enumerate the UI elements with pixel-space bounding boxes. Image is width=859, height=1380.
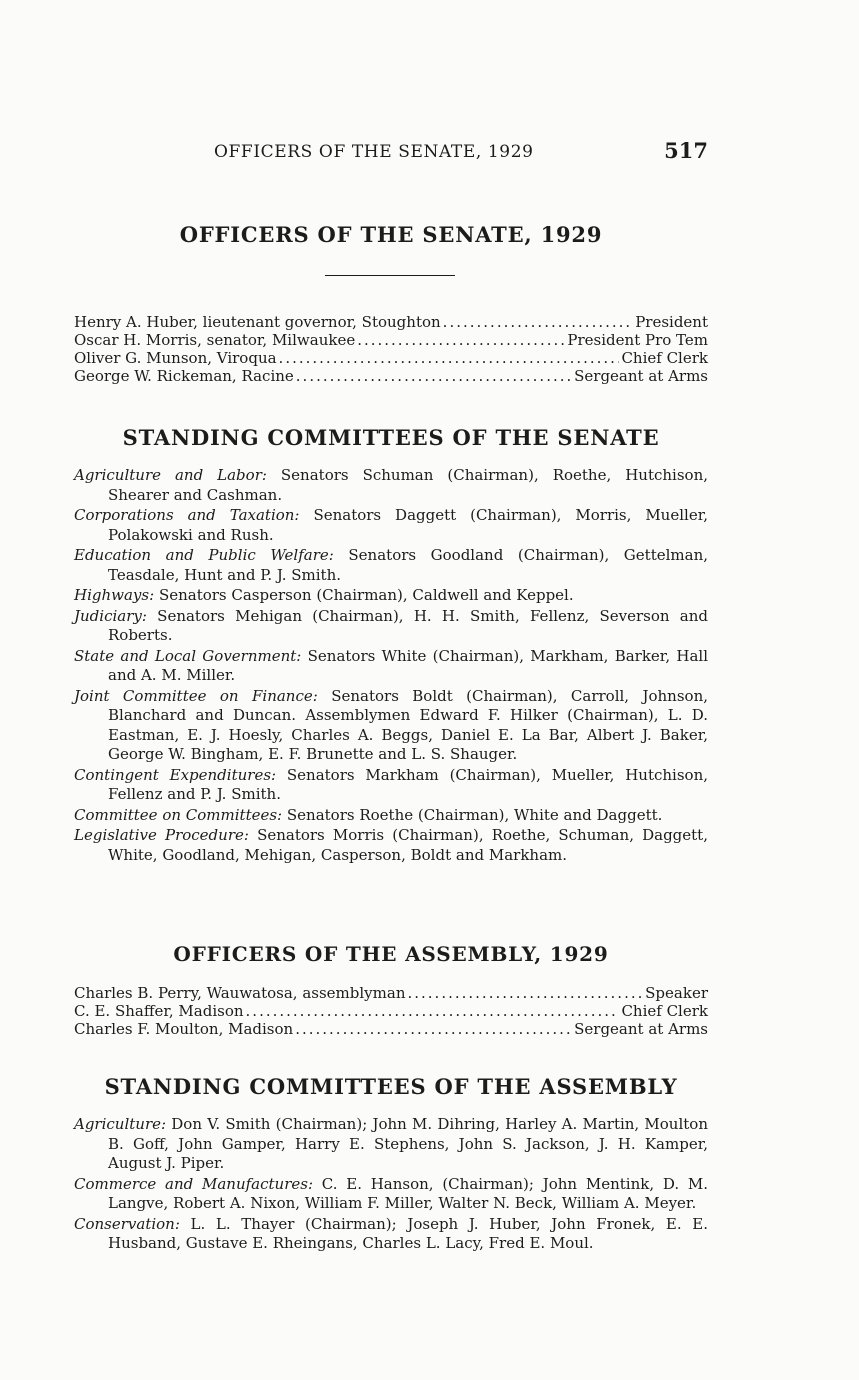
committee-name: Commerce and Manufactures: [74,1174,314,1193]
officer-name: C. E. Shaffer, Madison [74,1002,244,1020]
officer-row [74,1002,708,1020]
officer-name: Charles B. Perry, Wauwatosa, assemblyman [74,984,406,1002]
committee-entry [74,826,708,865]
senate-committees-heading: STANDING COMMITTEES OF THE SENATE [122,425,660,450]
senate-officers-list [74,313,708,385]
committee-entry [74,687,708,765]
dot-leader [279,349,620,367]
dot-leader [246,1002,620,1020]
committee-members: Senators Casperson (Chairman), Caldwell and Keppel. [158,586,574,604]
assembly-committees-heading: STANDING COMMITTEES OF THE ASSEMBLY [104,1074,678,1099]
committee-name: Contingent Expenditures: [74,765,277,784]
officer-title: Speaker [645,984,708,1002]
committee-members: Senators Daggett (Chairman), Morris, Mueller, Polakowski and Rush. [108,506,708,544]
running-head-title: OFFICERS OF THE SENATE, 1929 [214,142,534,162]
committee-members: Don V. Smith (Chairman); John M. Dihring, Harley A. Martin, Moulton B. Goff, John Gamper, Harry E. Stephens, John S. Jackson, J. H. Kamper, August J. Piper. [108,1115,708,1172]
committee-name: Education and Public Welfare: [74,546,334,564]
officer-title: Sergeant at Arms [574,367,708,385]
dot-leader [296,367,572,385]
committee-entry [74,506,708,545]
dot-leader [295,1020,572,1038]
committee-members: Senators White (Chairman), Markham, Barker, Hall and A. M. Miller. [108,646,708,684]
committee-members: Senators Markham (Chairman), Mueller, Hutchison, Fellenz and P. J. Smith. [108,765,708,803]
officer-row [74,349,708,367]
committee-members: C. E. Hanson, (Chairman); John Mentink, D. M. Langve, Robert A. Nixon, William F. Miller, Walter N. Beck, William A. Meyer. [108,1174,708,1212]
committee-members: Senators Goodland (Chairman), Gettelman, Teasdale, Hunt and P. J. Smith. [108,546,708,584]
assembly-committees-list [74,1115,708,1255]
officer-title: President [635,313,708,331]
committee-name: Legislative Procedure: [74,826,249,844]
committee-name: Committee on Committees: [74,805,283,824]
officer-row [74,984,708,1002]
committee-name: Agriculture: [74,1115,167,1133]
dot-leader [407,984,643,1002]
committee-name: Corporations and Taxation: [74,506,300,524]
assembly-officers-heading: OFFICERS OF THE ASSEMBLY, 1929 [173,942,609,966]
committee-members: Senators Boldt (Chairman), Carroll, Johnson, Blanchard and Duncan. Assemblymen Edward F. Hilker (Chairman), L. D. Eastman, E. J. Hoesly, Charles A. Beggs, Daniel E. La Bar, Albert J. Baker, George W. Bingham, E. F. Brunette and L. S. Shauger. [108,686,708,763]
committee-entry [74,766,708,805]
officer-name: Oliver G. Munson, Viroqua [74,349,277,367]
committee-entry [74,546,708,585]
running-head [74,138,708,168]
committee-entry [74,607,708,646]
committee-entry [74,1215,708,1254]
assembly-officers-list [74,984,708,1038]
committee-name: Joint Committee on Finance: [74,686,318,705]
officer-title: President Pro Tem [567,331,708,349]
officer-row [74,313,708,331]
committee-name: Highways: [74,586,155,604]
committee-entry [74,466,708,505]
dot-leader [357,331,565,349]
senate-committees-list [74,466,708,866]
officer-row [74,331,708,349]
committee-entry [74,647,708,686]
officer-row [74,367,708,385]
officer-title: Sergeant at Arms [574,1020,708,1038]
committee-name: State and Local Government: [74,646,302,665]
committee-members: Senators Mehigan (Chairman), H. H. Smith, Fellenz, Severson and Roberts. [108,606,708,644]
officer-name: Henry A. Huber, lieutenant governor, Stoughton [74,313,441,331]
officer-title: Chief Clerk [621,349,708,367]
committee-members: Senators Roethe (Chairman), White and Daggett. [286,805,663,824]
committee-members: L. L. Thayer (Chairman); Joseph J. Huber, John Fronek, E. E. Husband, Gustave E. Rheingans, Charles L. Lacy, Fred E. Moul. [108,1214,708,1252]
committee-name: Agriculture and Labor: [74,466,267,484]
committee-entry [74,1115,708,1174]
officer-name: Charles F. Moulton, Madison [74,1020,294,1038]
officer-name: Oscar H. Morris, senator, Milwaukee [74,331,356,349]
committee-members: Senators Morris (Chairman), Roethe, Schuman, Daggett, White, Goodland, Mehigan, Casperson, Boldt and Markham. [108,826,708,864]
committee-name: Conservation: [74,1214,180,1233]
committee-entry [74,586,708,606]
senate-officers-heading: OFFICERS OF THE SENATE, 1929 [179,222,603,247]
committee-entry [74,806,708,826]
dot-leader [443,313,634,331]
officer-title: Chief Clerk [621,1002,708,1020]
officer-name: George W. Rickeman, Racine [74,367,294,385]
committee-entry [74,1175,708,1214]
section-rule [325,275,455,276]
officer-row [74,1020,708,1038]
committee-name: Judiciary: [74,606,147,625]
page-number: 517 [664,138,708,163]
committee-members: Senators Schuman (Chairman), Roethe, Hutchison, Shearer and Cashman. [108,466,708,504]
